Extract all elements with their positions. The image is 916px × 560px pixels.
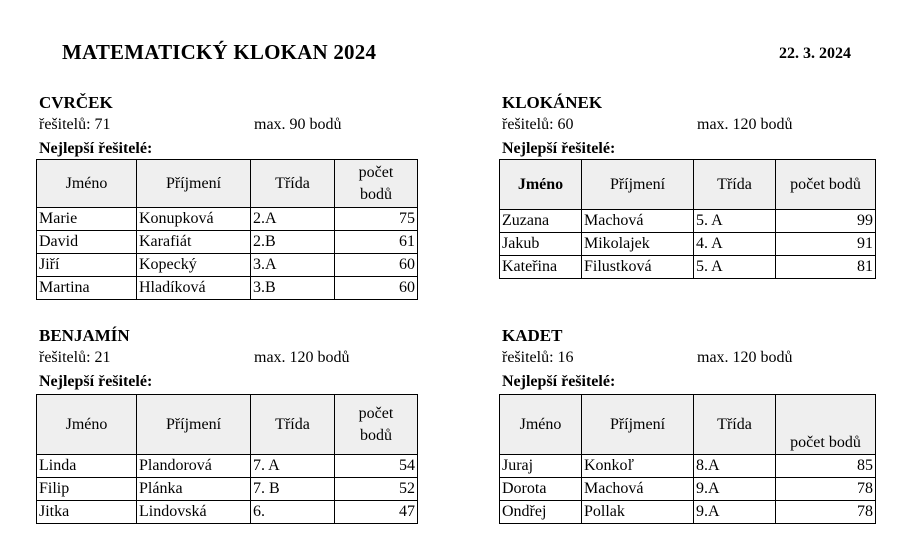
table-row	[37, 455, 418, 478]
first-name: Filip	[37, 478, 137, 501]
page-title: MATEMATICKÝ KLOKAN 2024	[62, 40, 377, 64]
last-name: Karafiát	[137, 231, 251, 254]
points: 61	[335, 231, 418, 254]
table-row	[500, 455, 876, 478]
points: 99	[776, 210, 876, 233]
col-points	[335, 395, 418, 455]
results-table	[499, 159, 876, 279]
points: 75	[335, 208, 418, 231]
class: 7. B	[251, 478, 335, 501]
class: 5. A	[694, 256, 776, 279]
first-name: Kateřina	[500, 256, 582, 279]
table-header-row	[37, 395, 418, 455]
first-name: Zuzana	[500, 210, 582, 233]
best-solvers-label: Nejlepší řešitelé:	[502, 140, 616, 157]
points: 91	[776, 233, 876, 256]
table-header-row	[500, 395, 876, 455]
first-name: Marie	[37, 208, 137, 231]
table-row	[37, 277, 418, 300]
first-name: Dorota	[500, 478, 582, 501]
class: 2.A	[251, 208, 335, 231]
col-points-line2: bodů	[360, 185, 392, 203]
last-name: Konupková	[137, 208, 251, 231]
first-name: Martina	[37, 277, 137, 300]
class: 9.A	[694, 501, 776, 524]
table-row	[500, 233, 876, 256]
table-row	[37, 231, 418, 254]
table-row	[37, 501, 418, 524]
col-last-name: Příjmení	[582, 160, 694, 210]
solvers-count: řešitelů: 16	[502, 349, 574, 366]
best-solvers-label: Nejlepší řešitelé:	[39, 140, 153, 157]
solvers-count: řešitelů: 60	[502, 116, 574, 133]
table-header-row	[37, 160, 418, 208]
class: 2.B	[251, 231, 335, 254]
points: 60	[335, 277, 418, 300]
last-name: Machová	[582, 210, 694, 233]
col-points	[335, 160, 418, 208]
table-header-row	[500, 160, 876, 210]
last-name: Hladíková	[137, 277, 251, 300]
category-name: BENJAMÍN	[39, 326, 130, 345]
last-name: Pollak	[582, 501, 694, 524]
max-points: max. 120 bodů	[697, 116, 793, 133]
category-name: CVRČEK	[39, 93, 113, 112]
points: 78	[776, 478, 876, 501]
first-name: Juraj	[500, 455, 582, 478]
col-first-name: Jméno	[37, 395, 137, 455]
max-points: max. 120 bodů	[254, 349, 350, 366]
class: 4. A	[694, 233, 776, 256]
last-name: Konkoľ	[582, 455, 694, 478]
points: 78	[776, 501, 876, 524]
points: 54	[335, 455, 418, 478]
table-row	[500, 210, 876, 233]
col-first-name: Jméno	[500, 395, 582, 455]
points: 60	[335, 254, 418, 277]
category-name: KADET	[502, 326, 563, 345]
class: 8.A	[694, 455, 776, 478]
last-name: Lindovská	[137, 501, 251, 524]
last-name: Plandorová	[137, 455, 251, 478]
col-last-name: Příjmení	[137, 160, 251, 208]
solvers-count: řešitelů: 21	[39, 349, 111, 366]
first-name: Ondřej	[500, 501, 582, 524]
points: 85	[776, 455, 876, 478]
table-row	[500, 256, 876, 279]
best-solvers-label: Nejlepší řešitelé:	[502, 373, 616, 390]
col-points-line2: bodů	[360, 426, 392, 444]
category-name: KLOKÁNEK	[502, 93, 603, 112]
class: 9.A	[694, 478, 776, 501]
class: 7. A	[251, 455, 335, 478]
first-name: Jiří	[37, 254, 137, 277]
class: 3.B	[251, 277, 335, 300]
results-table	[499, 394, 876, 524]
last-name: Kopecký	[137, 254, 251, 277]
col-last-name: Příjmení	[137, 395, 251, 455]
col-points: počet bodů	[776, 395, 876, 455]
results-table	[36, 394, 418, 524]
last-name: Filustková	[582, 256, 694, 279]
col-points-line1: počet	[358, 404, 394, 422]
col-first-name: Jméno	[37, 160, 137, 208]
first-name: Jitka	[37, 501, 137, 524]
col-first-name: Jméno	[500, 160, 582, 210]
points: 47	[335, 501, 418, 524]
max-points: max. 120 bodů	[697, 349, 793, 366]
class: 3.A	[251, 254, 335, 277]
first-name: Linda	[37, 455, 137, 478]
last-name: Plánka	[137, 478, 251, 501]
col-class: Třída	[251, 160, 335, 208]
col-class: Třída	[251, 395, 335, 455]
points: 52	[335, 478, 418, 501]
results-table	[36, 159, 418, 300]
table-row	[500, 478, 876, 501]
last-name: Machová	[582, 478, 694, 501]
competition-date: 22. 3. 2024	[779, 45, 851, 62]
first-name: David	[37, 231, 137, 254]
table-row	[500, 501, 876, 524]
col-class: Třída	[694, 395, 776, 455]
points: 81	[776, 256, 876, 279]
first-name: Jakub	[500, 233, 582, 256]
col-points-line1: počet	[358, 163, 394, 181]
table-row	[37, 478, 418, 501]
col-last-name: Příjmení	[582, 395, 694, 455]
best-solvers-label: Nejlepší řešitelé:	[39, 373, 153, 390]
class: 5. A	[694, 210, 776, 233]
col-points: počet bodů	[776, 160, 876, 210]
col-class: Třída	[694, 160, 776, 210]
solvers-count: řešitelů: 71	[39, 116, 111, 133]
last-name: Mikolajek	[582, 233, 694, 256]
class: 6.	[251, 501, 335, 524]
max-points: max. 90 bodů	[254, 116, 342, 133]
table-row	[37, 254, 418, 277]
table-row	[37, 208, 418, 231]
